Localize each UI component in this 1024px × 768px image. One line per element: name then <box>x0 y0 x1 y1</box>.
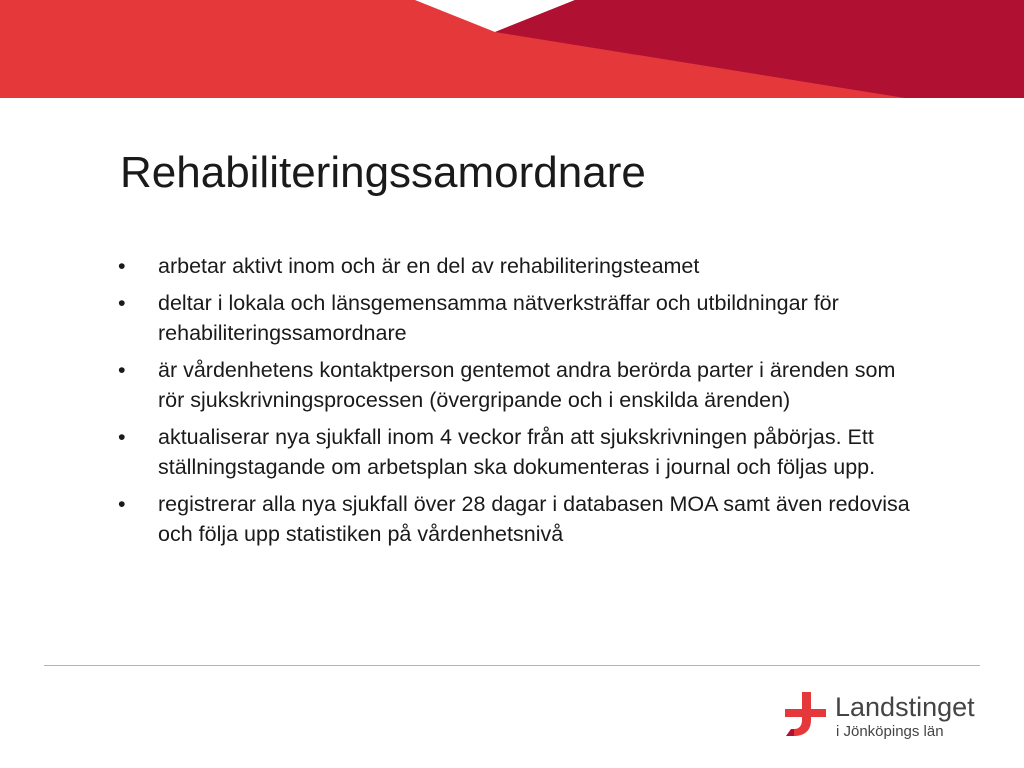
bullet-item <box>118 251 918 282</box>
bullet-text: är vårdenhetens kontaktperson gentemot andra berörda parter i ärenden som rör sjukskrivningsprocessen (övergripande och i enskilda ärenden) <box>158 357 896 412</box>
bullet-text: registrerar alla nya sjukfall över 28 dagar i databasen MOA samt även redovisa och följa upp statistiken på vårdenhetsnivå <box>158 491 910 546</box>
bullet-item <box>118 355 918 416</box>
bullet-text: arbetar aktivt inom och är en del av rehabiliteringsteamet <box>158 254 700 278</box>
header-band-graphic <box>0 0 1024 98</box>
landstinget-logo <box>782 688 992 750</box>
bullet-text: aktualiserar nya sjukfall inom 4 veckor från att sjukskrivningen påbörjas. Ett ställningstagande om arbetsplan ska dokumenteras i journal och följas upp. <box>158 424 876 479</box>
bullet-list <box>118 251 918 556</box>
bullet-text: deltar i lokala och länsgemensamma nätverksträffar och utbildningar för rehabiliteringssamordnare <box>158 290 839 345</box>
bullet-marker: • <box>118 424 126 449</box>
bullet-item <box>118 288 918 349</box>
logo-mark-fold <box>786 729 794 736</box>
logo-subtitle: i Jönköpings län <box>836 723 944 740</box>
bullet-marker: • <box>118 290 126 315</box>
bullet-marker: • <box>118 254 126 278</box>
bullet-item <box>118 422 918 483</box>
slide-title: Rehabiliteringssamordnare <box>120 148 646 197</box>
logo-mark-crossbar <box>785 709 826 717</box>
header-band <box>0 0 1024 98</box>
landstinget-cross-icon <box>782 690 832 740</box>
footer-divider <box>44 665 980 666</box>
bullet-item <box>118 489 918 550</box>
bullet-marker: • <box>118 357 126 382</box>
logo-name: Landstinget <box>835 692 975 722</box>
bullet-marker: • <box>118 491 126 516</box>
